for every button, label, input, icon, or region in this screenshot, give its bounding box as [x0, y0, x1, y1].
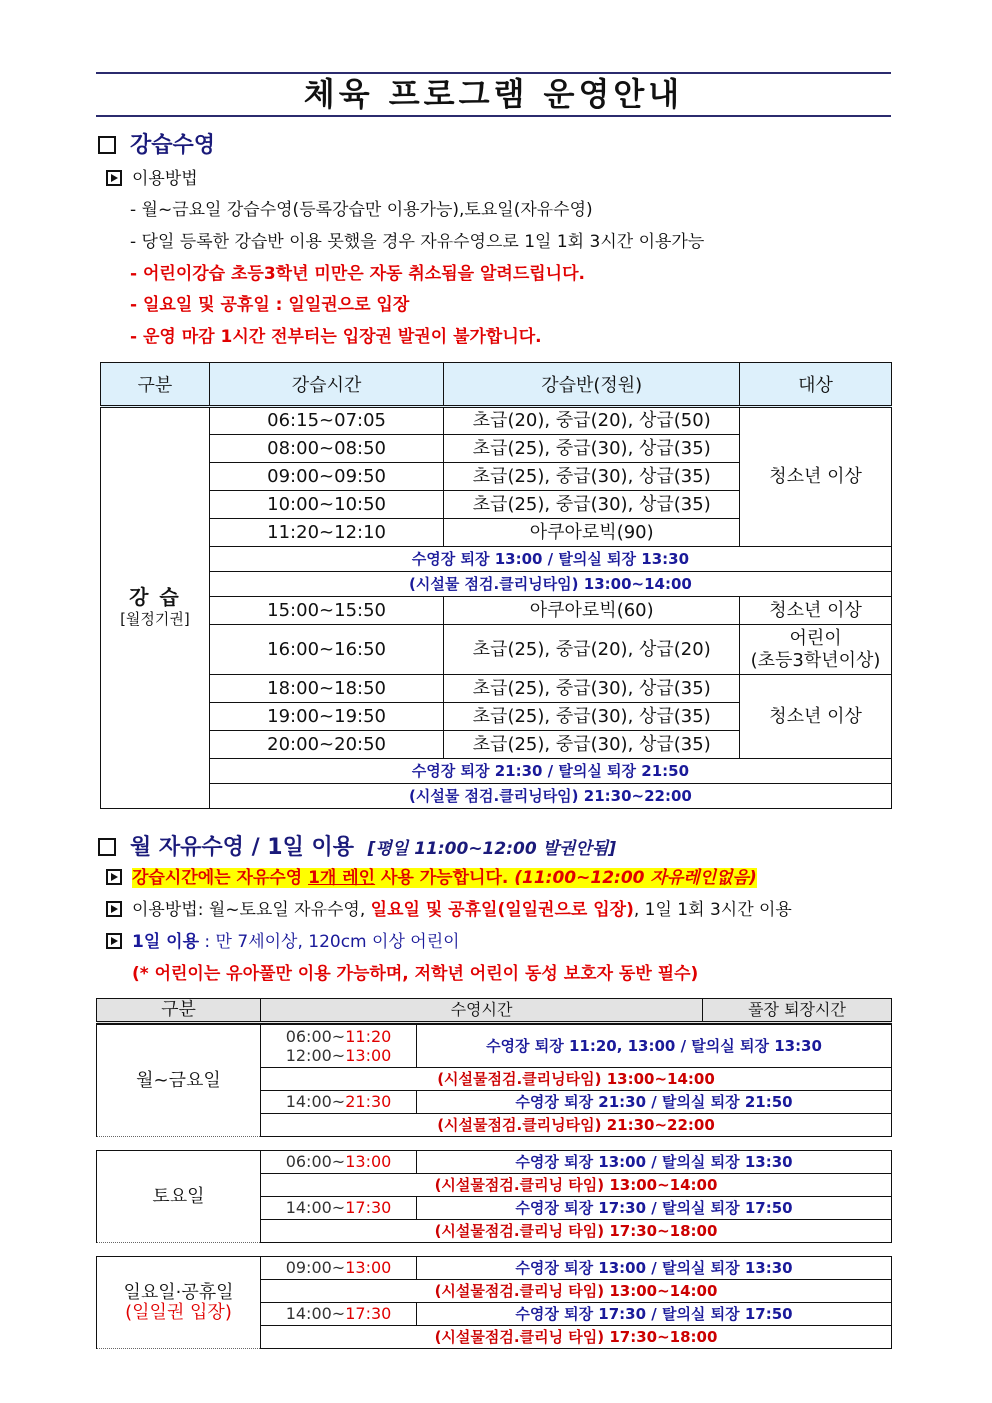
free-line-1	[106, 867, 757, 889]
weekday-label: 월~금요일	[97, 1025, 261, 1137]
free-header-exit: 풀장 퇴장시간	[703, 999, 892, 1023]
free-line-1c: 사용 가능합니다.	[375, 868, 509, 888]
class-cell: 아쿠아로빅(90)	[444, 519, 740, 547]
table-row	[101, 625, 892, 675]
free-line-3a: 1일 이용	[132, 932, 200, 952]
saturday-t2-start: 14:00~	[285, 1198, 346, 1217]
saturday-t2-end: 17:30	[345, 1198, 392, 1217]
class-cell: 초급(25), 중급(30), 상급(35)	[444, 435, 740, 463]
class-cell: 초급(25), 중급(20), 상급(20)	[444, 625, 740, 675]
weekday-time-cell	[261, 1025, 417, 1068]
class-cell: 초급(25), 중급(30), 상급(35)	[444, 703, 740, 731]
free-line-1d: (11:00~12:00 자유레인없음)	[514, 868, 757, 888]
target-child-label: 어린이	[789, 627, 842, 649]
saturday-clean-1: (시설물점검.클리닝 타임) 13:00~14:00	[261, 1174, 892, 1197]
note-row	[101, 784, 892, 809]
target-cell: 청소년 이상	[740, 675, 892, 759]
sunday-time-cell	[261, 1257, 417, 1280]
bullet-1: - 월~금요일 강습수영(등록강습만 이용가능),토요일(자유수영)	[130, 200, 593, 220]
saturday-label: 토요일	[97, 1151, 261, 1243]
category-label: 강 습	[129, 585, 181, 609]
method-label: 이용방법	[132, 169, 198, 189]
sunday-label: 일요일·공휴일	[123, 1281, 234, 1303]
sunday-t2-start: 14:00~	[285, 1304, 346, 1323]
bullet-5: - 운영 마감 1시간 전부터는 입장권 발권이 불가합니다.	[130, 327, 542, 347]
arrow-right-icon	[106, 933, 122, 949]
free-line-2	[106, 899, 792, 921]
sunday-time-cell	[261, 1303, 417, 1326]
free-line-3	[106, 931, 460, 953]
time-cell: 08:00~08:50	[209, 435, 444, 463]
target-cell: 청소년 이상	[740, 597, 892, 625]
cleaning-note: (시설물 점검.클리닝타임) 21:30~22:00	[209, 784, 891, 809]
class-cell: 초급(20), 중급(20), 상급(50)	[444, 407, 740, 435]
sunday-clean-1: (시설물점검.클리닝 타임) 13:00~14:00	[261, 1280, 892, 1303]
note-row	[101, 759, 892, 784]
free-line-2b: 일요일 및 공휴일(일일권으로 입장)	[370, 900, 634, 920]
sunday-t2-end: 17:30	[345, 1304, 392, 1323]
free-header-time: 수영시간	[261, 999, 703, 1023]
time-cell: 16:00~16:50	[209, 625, 444, 675]
free-header-category: 구분	[97, 999, 261, 1023]
weekday-table	[96, 1024, 892, 1137]
arrow-right-icon	[106, 869, 122, 885]
weekday-t3-end: 21:30	[345, 1092, 392, 1111]
weekday-t1-start: 06:00~	[285, 1027, 346, 1046]
header-category: 구분	[101, 363, 210, 407]
sunday-exit-2: 수영장 퇴장 17:30 / 탈의실 퇴장 17:50	[417, 1303, 892, 1326]
free-line-1b: 1개 레인	[308, 868, 376, 888]
weekday-clean-1: (시설물점검.클리닝타임) 13:00~14:00	[261, 1068, 892, 1091]
saturday-clean-2: (시설물점검.클리닝 타임) 17:30~18:00	[261, 1220, 892, 1243]
saturday-exit-1: 수영장 퇴장 13:00 / 탈의실 퇴장 13:30	[417, 1151, 892, 1174]
page-title-bar	[96, 72, 891, 117]
free-line-4: (* 어린이는 유아풀만 이용 가능하며, 저학년 어린이 동성 보호자 동반 필수)	[132, 964, 699, 984]
weekday-exit-2: 수영장 퇴장 21:30 / 탈의실 퇴장 21:50	[417, 1091, 892, 1114]
class-cell: 초급(25), 중급(30), 상급(35)	[444, 731, 740, 759]
table-row	[101, 407, 892, 435]
free-line-1a: 강습시간에는 자유수영	[132, 868, 309, 888]
cleaning-note: (시설물 점검.클리닝타임) 13:00~14:00	[209, 572, 891, 597]
note-row	[101, 547, 892, 572]
checkbox-square-icon	[98, 838, 116, 856]
time-cell: 18:00~18:50	[209, 675, 444, 703]
free-line-2c: , 1일 1회 3시간 이용	[633, 900, 792, 920]
time-cell: 15:00~15:50	[209, 597, 444, 625]
target-child-sublabel: (초등3학년이상)	[750, 649, 881, 671]
weekday-t2-start: 12:00~	[285, 1046, 346, 1065]
time-cell: 19:00~19:50	[209, 703, 444, 731]
table-header-row	[101, 363, 892, 407]
saturday-table	[96, 1150, 892, 1243]
weekday-t2-end: 13:00	[345, 1046, 392, 1065]
page-title: 체육 프로그램 운영안내	[303, 75, 684, 113]
weekday-time-cell	[261, 1091, 417, 1114]
time-cell: 11:20~12:10	[209, 519, 444, 547]
sunday-clean-2: (시설물점검.클리닝 타임) 17:30~18:00	[261, 1326, 892, 1349]
sunday-table	[96, 1256, 892, 1349]
section-heading-lessons	[98, 128, 215, 159]
table-row	[101, 675, 892, 703]
class-cell: 초급(25), 중급(30), 상급(35)	[444, 491, 740, 519]
exit-note: 수영장 퇴장 13:00 / 탈의실 퇴장 13:30	[209, 547, 891, 572]
target-cell: 청소년 이상	[740, 407, 892, 547]
free-line-2a: 이용방법: 월~토요일 자유수영,	[132, 900, 371, 920]
sunday-exit-1: 수영장 퇴장 13:00 / 탈의실 퇴장 13:30	[417, 1257, 892, 1280]
weekday-exit-1: 수영장 퇴장 11:20, 13:00 / 탈의실 퇴장 13:30	[417, 1025, 892, 1068]
saturday-time-cell	[261, 1151, 417, 1174]
method-label-row	[106, 168, 198, 190]
time-cell: 10:00~10:50	[209, 491, 444, 519]
note-row	[101, 572, 892, 597]
class-cell: 아쿠아로빅(60)	[444, 597, 740, 625]
header-class: 강습반(정원)	[444, 363, 740, 407]
free-swim-header-table	[96, 998, 892, 1024]
class-cell: 초급(25), 중급(30), 상급(35)	[444, 675, 740, 703]
lesson-schedule-table	[100, 362, 892, 809]
saturday-time-cell	[261, 1197, 417, 1220]
saturday-t1-start: 06:00~	[285, 1152, 346, 1171]
arrow-right-icon	[106, 170, 122, 186]
saturday-exit-2: 수영장 퇴장 17:30 / 탈의실 퇴장 17:50	[417, 1197, 892, 1220]
bullet-2: - 당일 등록한 강습반 이용 못했을 경우 자유수영으로 1일 1회 3시간 이용가능	[130, 232, 705, 252]
free-line-3b: : 만 7세이상, 120cm 이상 어린이	[199, 932, 460, 952]
time-cell: 09:00~09:50	[209, 463, 444, 491]
bullet-3: - 어린이강습 초등3학년 미만은 자동 취소됨을 알려드립니다.	[130, 264, 585, 284]
category-sublabel: [월정기권]	[120, 610, 190, 628]
table-row	[101, 597, 892, 625]
time-cell: 20:00~20:50	[209, 731, 444, 759]
weekday-t1-end: 11:20	[345, 1027, 392, 1046]
class-cell: 초급(25), 중급(30), 상급(35)	[444, 463, 740, 491]
section2-heading-text: 월 자유수영 / 1일 이용	[130, 835, 354, 860]
time-cell: 06:15~07:05	[209, 407, 444, 435]
exit-note: 수영장 퇴장 21:30 / 탈의실 퇴장 21:50	[209, 759, 891, 784]
header-time: 강습시간	[209, 363, 444, 407]
section1-heading-text: 강습수영	[130, 133, 216, 158]
sunday-label-sub: (일일권 입장)	[125, 1301, 232, 1323]
weekday-clean-2: (시설물점검.클리닝타임) 21:30~22:00	[261, 1114, 892, 1137]
saturday-t1-end: 13:00	[345, 1152, 392, 1171]
arrow-right-icon	[106, 901, 122, 917]
bullet-4: - 일요일 및 공휴일 : 일일권으로 입장	[130, 295, 410, 315]
section-heading-free-swim	[98, 830, 616, 861]
header-target: 대상	[740, 363, 892, 407]
sunday-t1-start: 09:00~	[285, 1258, 346, 1277]
target-cell-child	[740, 625, 892, 675]
weekday-t3-start: 14:00~	[285, 1092, 346, 1111]
section2-heading-note: [평일 11:00~12:00 발권안됨]	[367, 839, 617, 859]
sunday-t1-end: 13:00	[345, 1258, 392, 1277]
checkbox-square-icon	[98, 136, 116, 154]
sunday-label-cell	[97, 1257, 261, 1349]
category-cell	[101, 407, 210, 809]
